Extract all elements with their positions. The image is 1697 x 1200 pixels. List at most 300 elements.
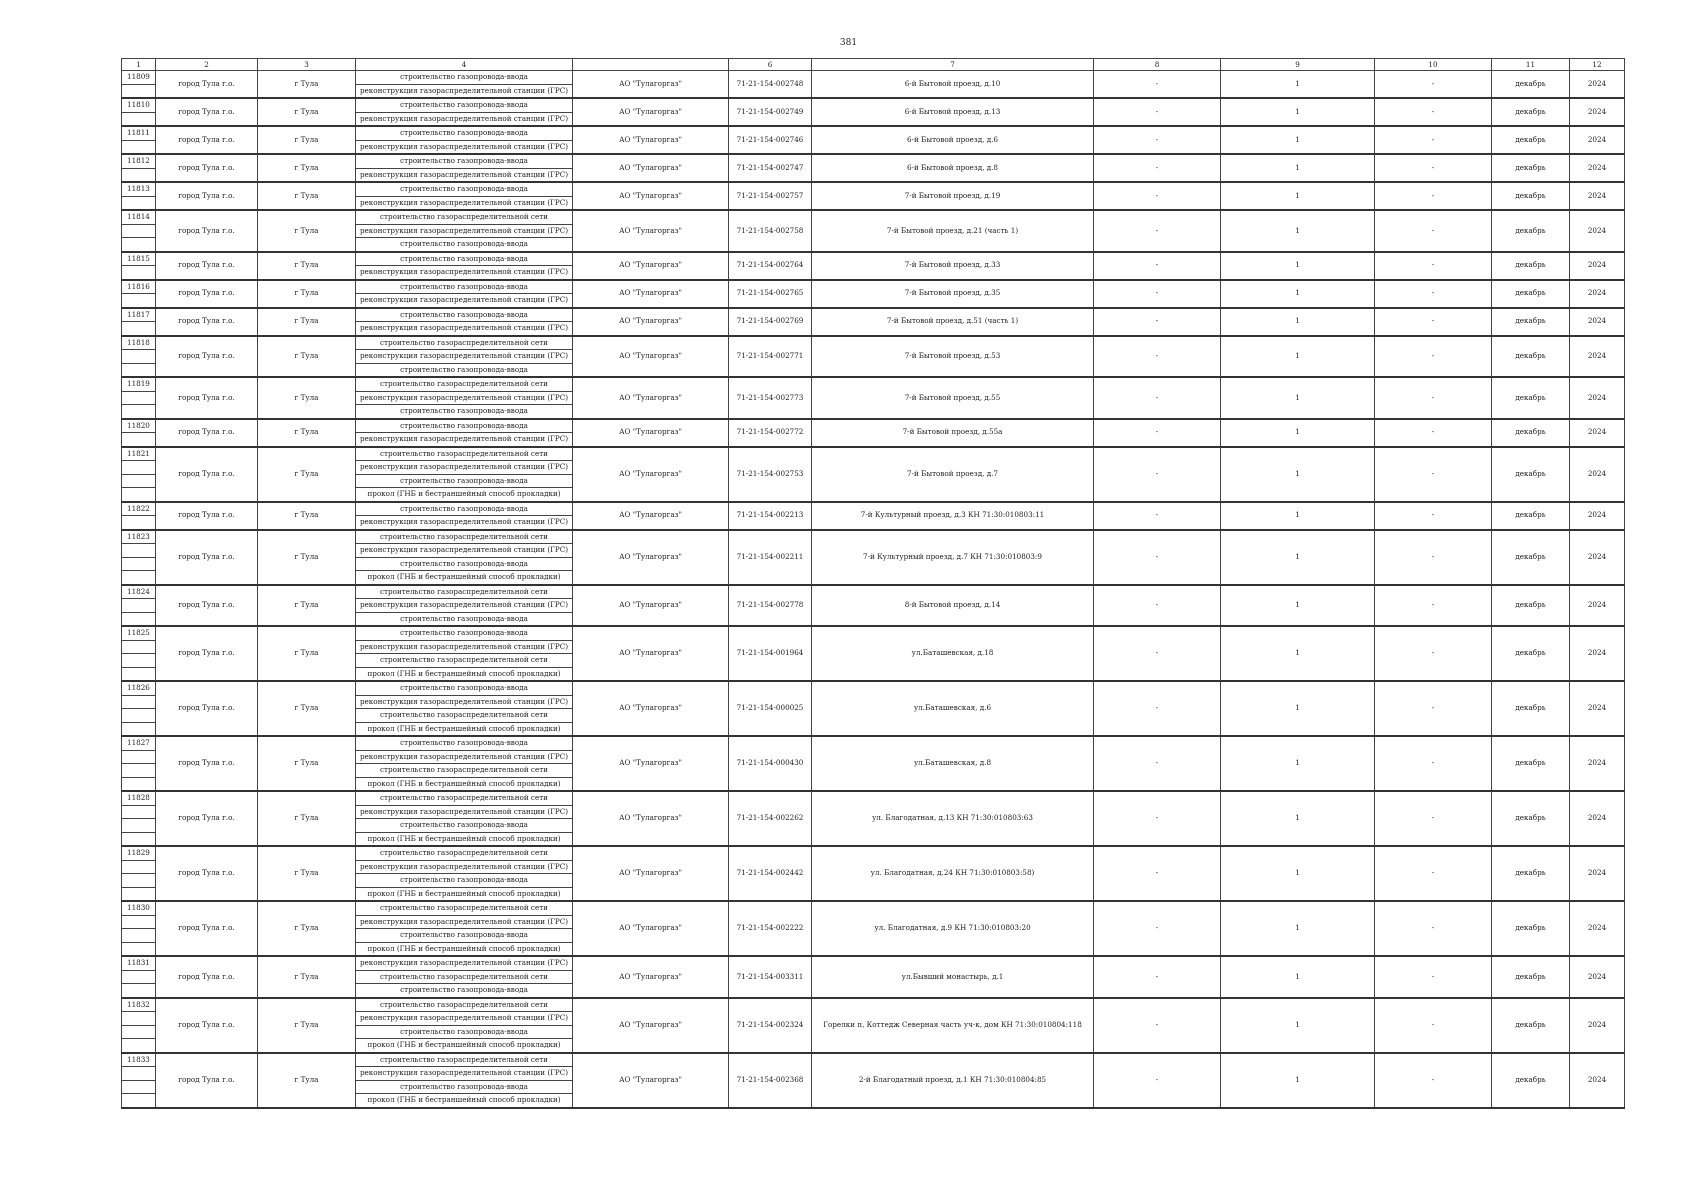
record-number-blank bbox=[122, 915, 156, 929]
table-row bbox=[122, 901, 1625, 915]
record-number-blank bbox=[122, 929, 156, 943]
col8-cell: - bbox=[1094, 280, 1221, 308]
col8-cell: - bbox=[1094, 502, 1221, 530]
settlement-cell: г Тула bbox=[258, 1053, 356, 1108]
municipality-cell: город Тула г.о. bbox=[156, 998, 258, 1053]
col8-cell: - bbox=[1094, 447, 1221, 502]
settlement-cell: г Тула bbox=[258, 154, 356, 182]
table-row bbox=[122, 377, 1625, 391]
settlement-cell: г Тула bbox=[258, 502, 356, 530]
year-cell: 2024 bbox=[1570, 736, 1625, 791]
month-cell: декабрь bbox=[1492, 626, 1570, 681]
year-cell: 2024 bbox=[1570, 901, 1625, 956]
organization-cell: АО "Тулагоргаз" bbox=[573, 336, 729, 378]
table-row bbox=[122, 252, 1625, 266]
address-cell: 7-й Бытовой проезд, д.21 (часть 1) bbox=[812, 210, 1094, 252]
col-header bbox=[573, 59, 729, 71]
record-number-blank bbox=[122, 571, 156, 585]
address-cell: 7-й Бытовой проезд, д.55 bbox=[812, 377, 1094, 419]
work-type-cell: строительство газопровода-ввода bbox=[356, 308, 573, 322]
month-cell: декабрь bbox=[1492, 956, 1570, 998]
work-type-cell: строительство газопровода-ввода bbox=[356, 363, 573, 377]
table-record bbox=[122, 998, 1625, 1053]
work-type-cell: прокол (ГНБ и бестраншейный способ прокладки) bbox=[356, 667, 573, 681]
record-number-blank bbox=[122, 695, 156, 709]
object-code-cell: 71-21-154-002324 bbox=[729, 998, 812, 1053]
col8-cell: - bbox=[1094, 585, 1221, 627]
work-type-cell: реконструкция газораспределительной станции (ГРС) bbox=[356, 168, 573, 182]
table-row bbox=[122, 681, 1625, 695]
record-number-blank bbox=[122, 363, 156, 377]
record-number-blank bbox=[122, 350, 156, 364]
col8-cell: - bbox=[1094, 736, 1221, 791]
settlement-cell: г Тула bbox=[258, 126, 356, 154]
work-type-cell: реконструкция газораспределительной станции (ГРС) bbox=[356, 350, 573, 364]
object-code-cell: 71-21-154-002262 bbox=[729, 791, 812, 846]
table-record bbox=[122, 308, 1625, 336]
address-cell: 6-й Бытовой проезд, д.8 bbox=[812, 154, 1094, 182]
organization-cell: АО "Тулагоргаз" bbox=[573, 846, 729, 901]
record-number-blank bbox=[122, 970, 156, 984]
organization-cell: АО "Тулагоргаз" bbox=[573, 419, 729, 447]
year-cell: 2024 bbox=[1570, 126, 1625, 154]
record-number-blank bbox=[122, 777, 156, 791]
year-cell: 2024 bbox=[1570, 210, 1625, 252]
table-record bbox=[122, 182, 1625, 210]
work-type-cell: строительство газопровода-ввода bbox=[356, 984, 573, 998]
table-row bbox=[122, 585, 1625, 599]
work-type-cell: строительство газопровода-ввода bbox=[356, 252, 573, 266]
col8-cell: - bbox=[1094, 846, 1221, 901]
record-number-blank bbox=[122, 266, 156, 280]
col8-cell: - bbox=[1094, 1053, 1221, 1108]
address-cell: 2-й Благодатный проезд, д.1 КН 71:30:010804:85 bbox=[812, 1053, 1094, 1108]
header-row bbox=[122, 59, 1625, 71]
organization-cell: АО "Тулагоргаз" bbox=[573, 530, 729, 585]
record-number-blank bbox=[122, 599, 156, 613]
col8-cell: - bbox=[1094, 210, 1221, 252]
object-code-cell: 71-21-154-002368 bbox=[729, 1053, 812, 1108]
settlement-cell: г Тула bbox=[258, 901, 356, 956]
col10-cell: - bbox=[1375, 336, 1492, 378]
address-cell: 7-й Бытовой проезд, д.55а bbox=[812, 419, 1094, 447]
address-cell: 7-й Культурный проезд, д.3 КН 71:30:010803:11 bbox=[812, 502, 1094, 530]
col10-cell: - bbox=[1375, 182, 1492, 210]
settlement-cell: г Тула bbox=[258, 377, 356, 419]
year-cell: 2024 bbox=[1570, 336, 1625, 378]
settlement-cell: г Тула bbox=[258, 280, 356, 308]
record-number-blank bbox=[122, 1012, 156, 1026]
object-code-cell: 71-21-154-002747 bbox=[729, 154, 812, 182]
col8-cell: - bbox=[1094, 956, 1221, 998]
record-number-blank bbox=[122, 709, 156, 723]
work-type-cell: реконструкция газораспределительной станции (ГРС) bbox=[356, 805, 573, 819]
address-cell: ул. Благодатная, д.24 КН 71:30:010803:58) bbox=[812, 846, 1094, 901]
address-cell: Горелки п, Коттедж Северная часть уч-к, дом КН 71:30:010804:118 bbox=[812, 998, 1094, 1053]
month-cell: декабрь bbox=[1492, 791, 1570, 846]
record-number-blank bbox=[122, 322, 156, 336]
record-number-blank bbox=[122, 887, 156, 901]
col9-cell: 1 bbox=[1221, 419, 1375, 447]
col8-cell: - bbox=[1094, 98, 1221, 126]
col9-cell: 1 bbox=[1221, 154, 1375, 182]
municipality-cell: город Тула г.о. bbox=[156, 154, 258, 182]
record-number-blank bbox=[122, 654, 156, 668]
organization-cell: АО "Тулагоргаз" bbox=[573, 280, 729, 308]
municipality-cell: город Тула г.о. bbox=[156, 280, 258, 308]
record-number-blank bbox=[122, 294, 156, 308]
year-cell: 2024 bbox=[1570, 681, 1625, 736]
col8-cell: - bbox=[1094, 530, 1221, 585]
col8-cell: - bbox=[1094, 336, 1221, 378]
col8-cell: - bbox=[1094, 998, 1221, 1053]
col9-cell: 1 bbox=[1221, 280, 1375, 308]
col8-cell: - bbox=[1094, 308, 1221, 336]
work-type-cell: строительство газопровода-ввода bbox=[356, 1025, 573, 1039]
month-cell: декабрь bbox=[1492, 998, 1570, 1053]
record-number: 11832 bbox=[122, 998, 156, 1012]
table-row bbox=[122, 419, 1625, 433]
work-type-cell: реконструкция газораспределительной станции (ГРС) bbox=[356, 599, 573, 613]
table-record bbox=[122, 736, 1625, 791]
work-type-cell: реконструкция газораспределительной станции (ГРС) bbox=[356, 461, 573, 475]
organization-cell: АО "Тулагоргаз" bbox=[573, 736, 729, 791]
settlement-cell: г Тула bbox=[258, 626, 356, 681]
col10-cell: - bbox=[1375, 1053, 1492, 1108]
object-code-cell: 71-21-154-002758 bbox=[729, 210, 812, 252]
month-cell: декабрь bbox=[1492, 419, 1570, 447]
municipality-cell: город Тула г.о. bbox=[156, 1053, 258, 1108]
settlement-cell: г Тула bbox=[258, 447, 356, 502]
object-code-cell: 71-21-154-002211 bbox=[729, 530, 812, 585]
month-cell: декабрь bbox=[1492, 336, 1570, 378]
record-number-blank bbox=[122, 224, 156, 238]
record-number: 11828 bbox=[122, 791, 156, 805]
record-number-blank bbox=[122, 942, 156, 956]
year-cell: 2024 bbox=[1570, 182, 1625, 210]
record-number: 11824 bbox=[122, 585, 156, 599]
work-type-cell: строительство газопровода-ввода bbox=[356, 182, 573, 196]
organization-cell: АО "Тулагоргаз" bbox=[573, 71, 729, 99]
record-number: 11816 bbox=[122, 280, 156, 294]
year-cell: 2024 bbox=[1570, 530, 1625, 585]
work-type-cell: строительство газораспределительной сети bbox=[356, 530, 573, 544]
work-type-cell: строительство газораспределительной сети bbox=[356, 846, 573, 860]
municipality-cell: город Тула г.о. bbox=[156, 126, 258, 154]
work-type-cell: реконструкция газораспределительной станции (ГРС) bbox=[356, 224, 573, 238]
year-cell: 2024 bbox=[1570, 447, 1625, 502]
work-type-cell: прокол (ГНБ и бестраншейный способ прокладки) bbox=[356, 722, 573, 736]
settlement-cell: г Тула bbox=[258, 956, 356, 998]
month-cell: декабрь bbox=[1492, 901, 1570, 956]
record-number: 11825 bbox=[122, 626, 156, 640]
record-number: 11810 bbox=[122, 98, 156, 112]
col9-cell: 1 bbox=[1221, 956, 1375, 998]
work-type-cell: строительство газопровода-ввода bbox=[356, 405, 573, 419]
page-number: 381 bbox=[839, 38, 858, 48]
col-header: 11 bbox=[1492, 59, 1570, 71]
municipality-cell: город Тула г.о. bbox=[156, 447, 258, 502]
address-cell: ул.Бывший монастырь, д.1 bbox=[812, 956, 1094, 998]
work-type-cell: строительство газопровода-ввода bbox=[356, 126, 573, 140]
record-number-blank bbox=[122, 84, 156, 98]
record-number-blank bbox=[122, 832, 156, 846]
month-cell: декабрь bbox=[1492, 126, 1570, 154]
month-cell: декабрь bbox=[1492, 210, 1570, 252]
work-type-cell: прокол (ГНБ и бестраншейный способ прокладки) bbox=[356, 777, 573, 791]
address-cell: ул. Благодатная, д.9 КН 71:30:010803:20 bbox=[812, 901, 1094, 956]
organization-cell: АО "Тулагоргаз" bbox=[573, 126, 729, 154]
work-type-cell: реконструкция газораспределительной станции (ГРС) bbox=[356, 84, 573, 98]
record-number: 11830 bbox=[122, 901, 156, 915]
table-record bbox=[122, 280, 1625, 308]
work-type-cell: прокол (ГНБ и бестраншейный способ прокладки) bbox=[356, 832, 573, 846]
settlement-cell: г Тула bbox=[258, 681, 356, 736]
col-header: 2 bbox=[156, 59, 258, 71]
table-row bbox=[122, 98, 1625, 112]
year-cell: 2024 bbox=[1570, 419, 1625, 447]
settlement-cell: г Тула bbox=[258, 846, 356, 901]
work-type-cell: строительство газопровода-ввода bbox=[356, 626, 573, 640]
record-number-blank bbox=[122, 860, 156, 874]
record-number: 11815 bbox=[122, 252, 156, 266]
work-type-cell: строительство газораспределительной сети bbox=[356, 901, 573, 915]
col9-cell: 1 bbox=[1221, 1053, 1375, 1108]
work-type-cell: реконструкция газораспределительной станции (ГРС) bbox=[356, 915, 573, 929]
record-number-blank bbox=[122, 238, 156, 252]
record-number: 11814 bbox=[122, 210, 156, 224]
work-type-cell: строительство газопровода-ввода bbox=[356, 819, 573, 833]
object-code-cell: 71-21-154-002213 bbox=[729, 502, 812, 530]
work-type-cell: строительство газопровода-ввода bbox=[356, 612, 573, 626]
record-number-blank bbox=[122, 168, 156, 182]
col10-cell: - bbox=[1375, 846, 1492, 901]
record-number-blank bbox=[122, 1067, 156, 1081]
col10-cell: - bbox=[1375, 998, 1492, 1053]
work-type-cell: строительство газопровода-ввода bbox=[356, 280, 573, 294]
col10-cell: - bbox=[1375, 530, 1492, 585]
record-number-blank bbox=[122, 461, 156, 475]
organization-cell: АО "Тулагоргаз" bbox=[573, 154, 729, 182]
work-type-cell: реконструкция газораспределительной станции (ГРС) bbox=[356, 196, 573, 210]
object-code-cell: 71-21-154-003311 bbox=[729, 956, 812, 998]
settlement-cell: г Тула bbox=[258, 791, 356, 846]
col10-cell: - bbox=[1375, 98, 1492, 126]
col9-cell: 1 bbox=[1221, 901, 1375, 956]
work-type-cell: строительство газораспределительной сети bbox=[356, 336, 573, 350]
col10-cell: - bbox=[1375, 626, 1492, 681]
record-number-blank bbox=[122, 405, 156, 419]
table-record bbox=[122, 530, 1625, 585]
record-number-blank bbox=[122, 1025, 156, 1039]
municipality-cell: город Тула г.о. bbox=[156, 98, 258, 126]
month-cell: декабрь bbox=[1492, 502, 1570, 530]
table-row bbox=[122, 626, 1625, 640]
municipality-cell: город Тула г.о. bbox=[156, 502, 258, 530]
record-number: 11833 bbox=[122, 1053, 156, 1067]
organization-cell: АО "Тулагоргаз" bbox=[573, 210, 729, 252]
organization-cell: АО "Тулагоргаз" bbox=[573, 377, 729, 419]
object-code-cell: 71-21-154-002757 bbox=[729, 182, 812, 210]
work-type-cell: строительство газораспределительной сети bbox=[356, 210, 573, 224]
record-number-blank bbox=[122, 874, 156, 888]
object-code-cell: 71-21-154-002773 bbox=[729, 377, 812, 419]
settlement-cell: г Тула bbox=[258, 336, 356, 378]
municipality-cell: город Тула г.о. bbox=[156, 530, 258, 585]
work-type-cell: реконструкция газораспределительной станции (ГРС) bbox=[356, 1012, 573, 1026]
table-row bbox=[122, 280, 1625, 294]
col9-cell: 1 bbox=[1221, 846, 1375, 901]
col8-cell: - bbox=[1094, 419, 1221, 447]
col10-cell: - bbox=[1375, 447, 1492, 502]
work-type-cell: строительство газораспределительной сети bbox=[356, 709, 573, 723]
object-code-cell: 71-21-154-002769 bbox=[729, 308, 812, 336]
col10-cell: - bbox=[1375, 377, 1492, 419]
month-cell: декабрь bbox=[1492, 447, 1570, 502]
record-number-blank bbox=[122, 764, 156, 778]
work-type-cell: реконструкция газораспределительной станции (ГРС) bbox=[356, 860, 573, 874]
work-type-cell: строительство газораспределительной сети bbox=[356, 970, 573, 984]
organization-cell: АО "Тулагоргаз" bbox=[573, 182, 729, 210]
object-code-cell: 71-21-154-002746 bbox=[729, 126, 812, 154]
settlement-cell: г Тула bbox=[258, 585, 356, 627]
settlement-cell: г Тула bbox=[258, 252, 356, 280]
work-type-cell: строительство газопровода-ввода bbox=[356, 474, 573, 488]
address-cell: 7-й Бытовой проезд, д.7 bbox=[812, 447, 1094, 502]
municipality-cell: город Тула г.о. bbox=[156, 308, 258, 336]
work-type-cell: строительство газораспределительной сети bbox=[356, 377, 573, 391]
table-row bbox=[122, 71, 1625, 85]
municipality-cell: город Тула г.о. bbox=[156, 846, 258, 901]
municipality-cell: город Тула г.о. bbox=[156, 585, 258, 627]
record-number: 11811 bbox=[122, 126, 156, 140]
table-record bbox=[122, 681, 1625, 736]
table-record bbox=[122, 154, 1625, 182]
table-row bbox=[122, 154, 1625, 168]
work-type-cell: строительство газопровода-ввода bbox=[356, 98, 573, 112]
organization-cell: АО "Тулагоргаз" bbox=[573, 626, 729, 681]
work-type-cell: реконструкция газораспределительной станции (ГРС) bbox=[356, 391, 573, 405]
col10-cell: - bbox=[1375, 502, 1492, 530]
municipality-cell: город Тула г.о. bbox=[156, 791, 258, 846]
settlement-cell: г Тула bbox=[258, 998, 356, 1053]
record-number: 11818 bbox=[122, 336, 156, 350]
work-type-cell: строительство газопровода-ввода bbox=[356, 154, 573, 168]
col-header: 3 bbox=[258, 59, 356, 71]
table-record bbox=[122, 502, 1625, 530]
work-type-cell: реконструкция газораспределительной станции (ГРС) bbox=[356, 695, 573, 709]
object-code-cell: 71-21-154-002442 bbox=[729, 846, 812, 901]
table-record bbox=[122, 377, 1625, 419]
record-number-blank bbox=[122, 488, 156, 502]
address-cell: 6-й Бытовой проезд, д.13 bbox=[812, 98, 1094, 126]
record-number-blank bbox=[122, 1080, 156, 1094]
address-cell: ул.Баташевская, д.18 bbox=[812, 626, 1094, 681]
record-number-blank bbox=[122, 544, 156, 558]
table-record bbox=[122, 447, 1625, 502]
col9-cell: 1 bbox=[1221, 502, 1375, 530]
settlement-cell: г Тула bbox=[258, 419, 356, 447]
record-number-blank bbox=[122, 805, 156, 819]
year-cell: 2024 bbox=[1570, 585, 1625, 627]
municipality-cell: город Тула г.о. bbox=[156, 71, 258, 99]
settlement-cell: г Тула bbox=[258, 182, 356, 210]
col-header: 8 bbox=[1094, 59, 1221, 71]
table-record bbox=[122, 585, 1625, 627]
work-type-cell: прокол (ГНБ и бестраншейный способ прокладки) bbox=[356, 488, 573, 502]
work-type-cell: реконструкция газораспределительной станции (ГРС) bbox=[356, 750, 573, 764]
work-type-cell: строительство газораспределительной сети bbox=[356, 791, 573, 805]
municipality-cell: город Тула г.о. bbox=[156, 626, 258, 681]
record-number-blank bbox=[122, 750, 156, 764]
col10-cell: - bbox=[1375, 585, 1492, 627]
table-row bbox=[122, 336, 1625, 350]
year-cell: 2024 bbox=[1570, 846, 1625, 901]
work-type-cell: строительство газораспределительной сети bbox=[356, 764, 573, 778]
work-type-cell: строительство газораспределительной сети bbox=[356, 447, 573, 461]
address-cell: ул.Баташевская, д.6 bbox=[812, 681, 1094, 736]
col-header: 10 bbox=[1375, 59, 1492, 71]
table-row bbox=[122, 791, 1625, 805]
object-code-cell: 71-21-154-002771 bbox=[729, 336, 812, 378]
col8-cell: - bbox=[1094, 126, 1221, 154]
settlement-cell: г Тула bbox=[258, 71, 356, 99]
record-number-blank bbox=[122, 516, 156, 530]
col9-cell: 1 bbox=[1221, 998, 1375, 1053]
col8-cell: - bbox=[1094, 252, 1221, 280]
work-type-cell: реконструкция газораспределительной станции (ГРС) bbox=[356, 516, 573, 530]
address-cell: 7-й Бытовой проезд, д.53 bbox=[812, 336, 1094, 378]
col9-cell: 1 bbox=[1221, 791, 1375, 846]
col-header: 9 bbox=[1221, 59, 1375, 71]
object-code-cell: 71-21-154-001964 bbox=[729, 626, 812, 681]
col-header: 7 bbox=[812, 59, 1094, 71]
object-code-cell: 71-21-154-000430 bbox=[729, 736, 812, 791]
month-cell: декабрь bbox=[1492, 280, 1570, 308]
col9-cell: 1 bbox=[1221, 626, 1375, 681]
record-number: 11823 bbox=[122, 530, 156, 544]
work-type-cell: строительство газопровода-ввода bbox=[356, 929, 573, 943]
object-code-cell: 71-21-154-002778 bbox=[729, 585, 812, 627]
year-cell: 2024 bbox=[1570, 154, 1625, 182]
municipality-cell: город Тула г.о. bbox=[156, 377, 258, 419]
record-number-blank bbox=[122, 984, 156, 998]
work-type-cell: строительство газопровода-ввода bbox=[356, 71, 573, 85]
col8-cell: - bbox=[1094, 71, 1221, 99]
col9-cell: 1 bbox=[1221, 126, 1375, 154]
work-type-cell: прокол (ГНБ и бестраншейный способ прокладки) bbox=[356, 571, 573, 585]
col10-cell: - bbox=[1375, 791, 1492, 846]
organization-cell: АО "Тулагоргаз" bbox=[573, 585, 729, 627]
work-type-cell: прокол (ГНБ и бестраншейный способ прокладки) bbox=[356, 1039, 573, 1053]
work-type-cell: строительство газопровода-ввода bbox=[356, 557, 573, 571]
table-row bbox=[122, 846, 1625, 860]
col-header: 12 bbox=[1570, 59, 1625, 71]
col10-cell: - bbox=[1375, 681, 1492, 736]
address-cell: 7-й Культурный проезд, д.7 КН 71:30:010803:9 bbox=[812, 530, 1094, 585]
record-number: 11809 bbox=[122, 71, 156, 85]
address-cell: 6-й Бытовой проезд, д.10 bbox=[812, 71, 1094, 99]
record-number: 11820 bbox=[122, 419, 156, 433]
table-record bbox=[122, 626, 1625, 681]
year-cell: 2024 bbox=[1570, 71, 1625, 99]
col8-cell: - bbox=[1094, 377, 1221, 419]
col10-cell: - bbox=[1375, 901, 1492, 956]
col9-cell: 1 bbox=[1221, 71, 1375, 99]
work-type-cell: реконструкция газораспределительной станции (ГРС) bbox=[356, 956, 573, 970]
settlement-cell: г Тула bbox=[258, 736, 356, 791]
address-cell: 7-й Бытовой проезд, д.19 bbox=[812, 182, 1094, 210]
